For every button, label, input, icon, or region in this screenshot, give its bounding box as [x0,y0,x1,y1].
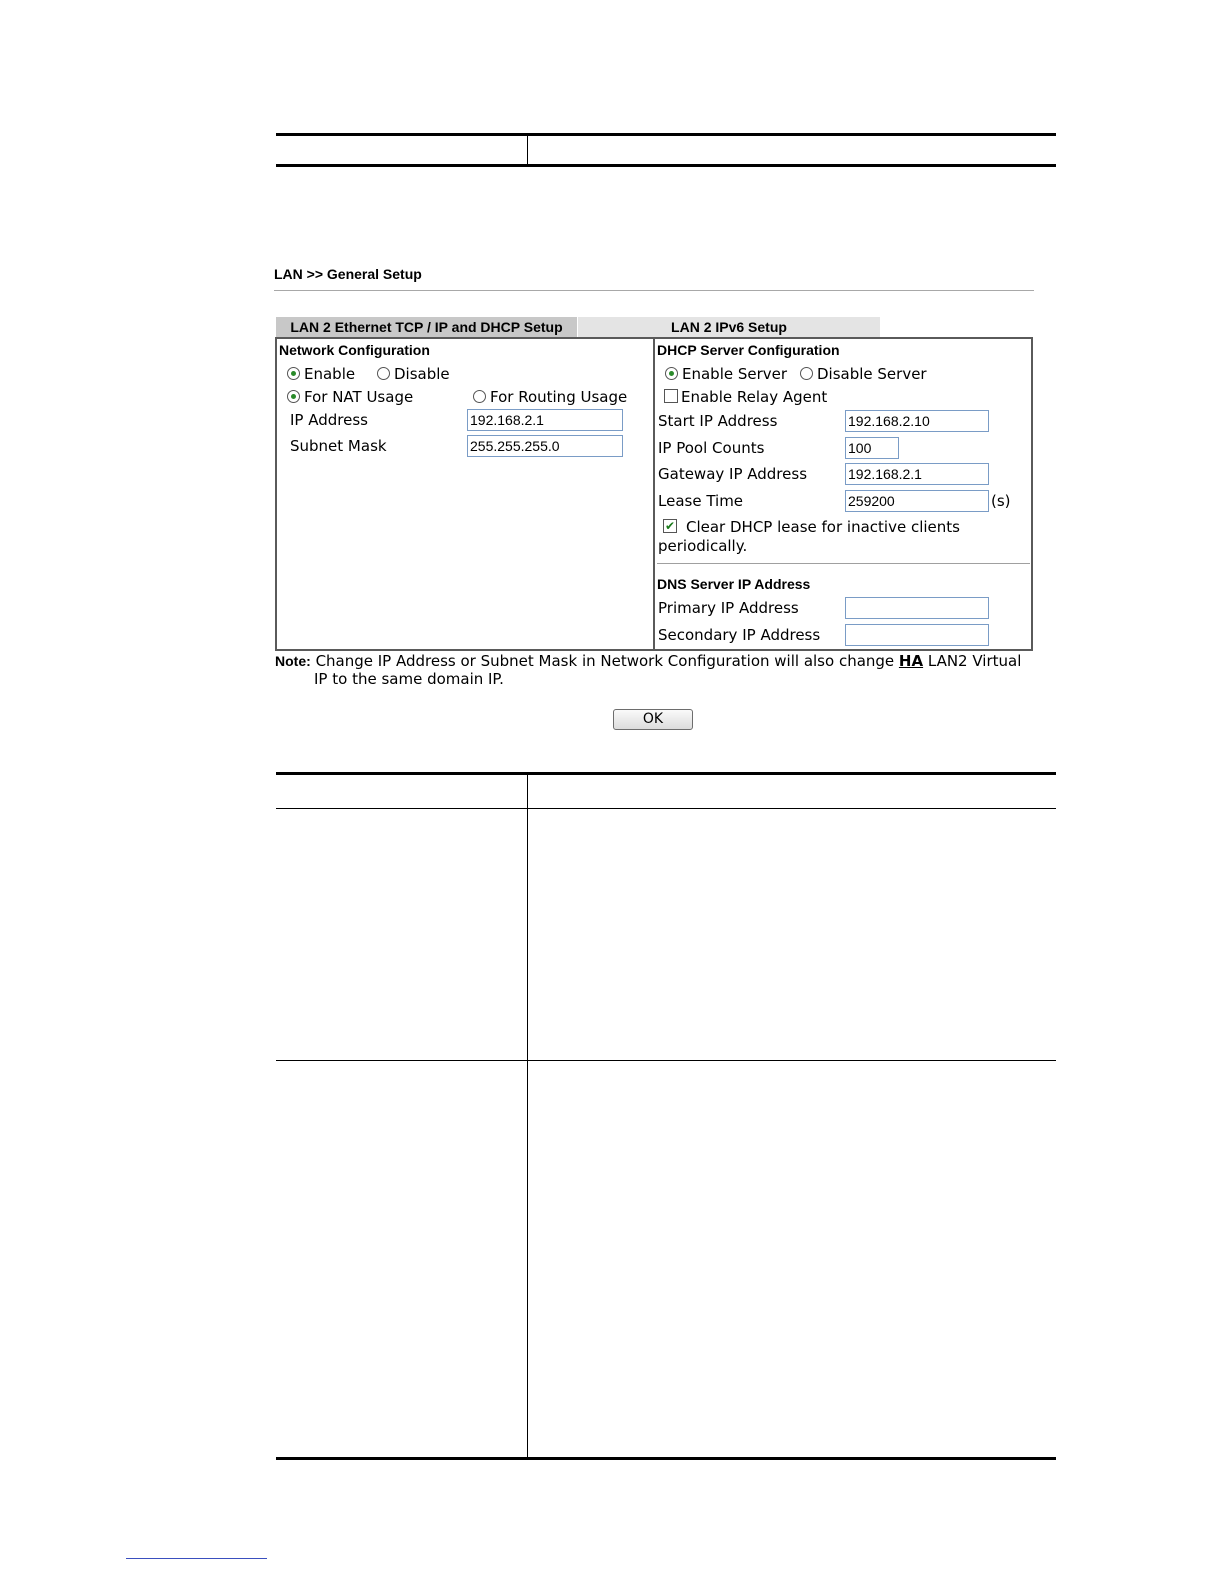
tab-lan2-ethernet[interactable]: LAN 2 Ethernet TCP / IP and DHCP Setup [276,317,577,337]
lower-table-top-rule [276,772,1056,775]
dns-config-title: DNS Server IP Address [657,576,811,592]
top-table-top-rule [276,133,1056,136]
tab-lan2-ipv6[interactable]: LAN 2 IPv6 Setup [578,317,880,337]
secondary-ip-label: Secondary IP Address [658,626,821,644]
top-table-divider [527,136,528,165]
subnet-mask-label: Subnet Mask [290,437,387,455]
relay-agent-checkbox[interactable] [664,389,678,403]
lease-time-input[interactable]: 259200 [845,490,989,512]
note-text: Change IP Address or Subnet Mask in Network Configuration will also change [315,652,899,670]
nat-usage-radio[interactable] [287,390,300,403]
enable-label: Enable [304,365,356,383]
disable-label: Disable [394,365,450,383]
secondary-ip-input[interactable] [845,624,989,646]
gateway-ip-input[interactable]: 192.168.2.1 [845,463,989,485]
relay-agent-label: Enable Relay Agent [681,388,828,406]
lease-time-label: Lease Time [658,492,744,510]
dns-separator [657,563,1030,564]
ha-link[interactable]: HA [898,652,924,670]
routing-usage-label: For Routing Usage [490,388,628,406]
clear-lease-checkbox[interactable]: ✔ [664,519,676,533]
subnet-mask-input[interactable]: 255.255.255.0 [467,435,623,457]
network-config-title: Network Configuration [279,342,430,358]
nat-usage-label: For NAT Usage [304,388,414,406]
page-title: LAN >> General Setup [274,266,422,282]
ip-address-label: IP Address [290,411,368,429]
dhcp-config-title: DHCP Server Configuration [657,342,840,358]
lower-table-row-rule [276,1060,1056,1061]
ip-address-input[interactable]: 192.168.2.1 [467,409,623,431]
note-text-after: LAN2 Virtual [923,652,1022,670]
lease-time-unit: (s) [991,492,1011,510]
start-ip-label: Start IP Address [658,412,778,430]
title-rule [274,290,1034,291]
top-table-bottom-rule [276,164,1056,167]
note-text-line2: IP to the same domain IP. [314,670,504,688]
enable-radio[interactable] [287,367,300,380]
clear-lease-label: Clear DHCP lease for inactive clients [686,518,960,536]
primary-ip-input[interactable] [845,597,989,619]
lower-table-divider [527,775,528,1458]
note [275,652,1021,688]
lower-table-header-rule [276,808,1056,809]
enable-server-label: Enable Server [682,365,788,383]
ip-pool-counts-input[interactable]: 100 [845,437,899,459]
ok-button[interactable]: OK [613,709,693,730]
note-label: Note: [275,653,311,669]
disable-server-radio[interactable] [800,367,813,380]
start-ip-input[interactable]: 192.168.2.10 [845,410,989,432]
enable-server-radio[interactable] [665,367,678,380]
clear-lease-label-cont: periodically. [658,537,748,555]
routing-usage-radio[interactable] [473,390,486,403]
primary-ip-label: Primary IP Address [658,599,799,617]
footer-rule [126,1558,267,1559]
panel-divider [653,337,655,651]
disable-radio[interactable] [377,367,390,380]
ip-pool-counts-label: IP Pool Counts [658,439,765,457]
disable-server-label: Disable Server [817,365,927,383]
gateway-ip-label: Gateway IP Address [658,465,808,483]
lower-table-bottom-rule [276,1457,1056,1460]
